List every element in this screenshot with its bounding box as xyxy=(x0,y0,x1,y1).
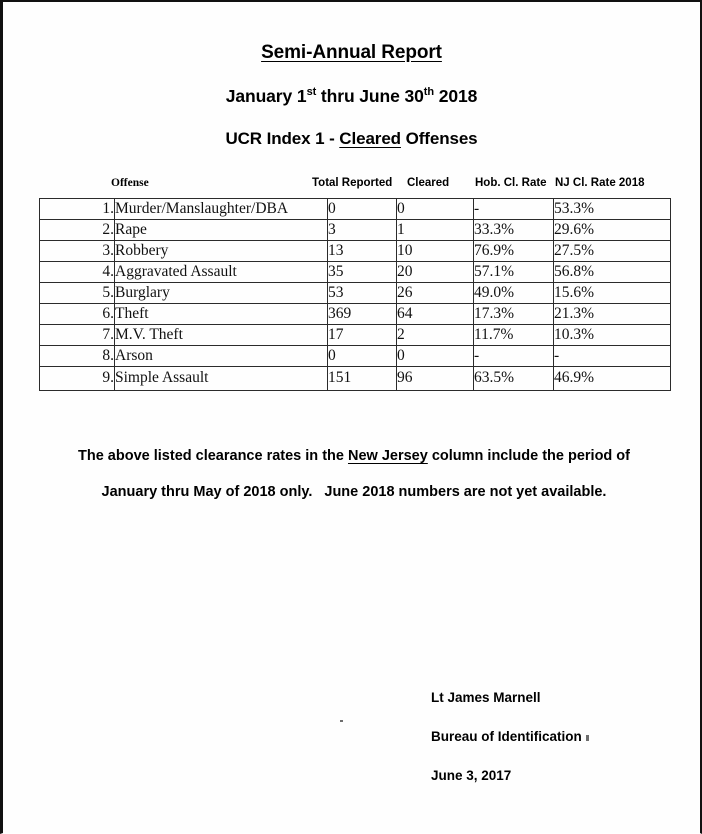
column-header-nj-cl-rate: NJ Cl. Rate 2018 xyxy=(555,177,645,189)
scan-artifact-speck xyxy=(586,735,589,741)
footnote-underlined-term: New Jersey xyxy=(347,448,428,464)
footnote-suffix: column include the period of xyxy=(427,448,630,464)
cell-nj-cl-rate: 21.3% xyxy=(554,304,671,325)
cell-hob-cl-rate: 11.7% xyxy=(474,325,554,346)
cell-cleared: 96 xyxy=(397,367,474,391)
period-suffix: 2018 xyxy=(433,86,478,106)
footnote xyxy=(3,438,702,510)
cell-row-number: 7. xyxy=(40,325,115,346)
cell-hob-cl-rate: - xyxy=(474,346,554,367)
cell-hob-cl-rate: 17.3% xyxy=(474,304,554,325)
cell-cleared: 0 xyxy=(397,346,474,367)
cell-row-number: 6. xyxy=(40,304,115,325)
cell-hob-cl-rate: 57.1% xyxy=(474,262,554,283)
cell-nj-cl-rate: 27.5% xyxy=(554,241,671,262)
cell-row-number: 8. xyxy=(40,346,115,367)
cell-row-number: 3. xyxy=(40,241,115,262)
cell-nj-cl-rate: 56.8% xyxy=(554,262,671,283)
table-row xyxy=(40,262,671,283)
cell-offense-name: Robbery xyxy=(115,241,328,262)
cell-row-number: 5. xyxy=(40,283,115,304)
cell-nj-cl-rate: - xyxy=(554,346,671,367)
report-subtitle xyxy=(3,129,700,149)
subtitle-prefix: UCR Index 1 - xyxy=(225,129,340,148)
subtitle-underlined-word: Cleared xyxy=(339,129,401,148)
cell-cleared: 10 xyxy=(397,241,474,262)
cell-offense-name: Murder/Manslaughter/DBA xyxy=(115,199,328,220)
cell-offense-name: Simple Assault xyxy=(115,367,328,391)
cell-nj-cl-rate: 15.6% xyxy=(554,283,671,304)
report-period xyxy=(3,86,700,107)
table-row xyxy=(40,367,671,391)
cell-total-reported: 0 xyxy=(328,346,397,367)
footnote-period-text: January thru May of 2018 only. xyxy=(101,484,313,500)
table-row xyxy=(40,325,671,346)
table-row xyxy=(40,199,671,220)
cell-total-reported: 35 xyxy=(328,262,397,283)
cell-total-reported: 369 xyxy=(328,304,397,325)
cell-total-reported: 151 xyxy=(328,367,397,391)
footnote-prefix: The above listed clearance rates in the xyxy=(78,448,348,464)
cell-hob-cl-rate: 76.9% xyxy=(474,241,554,262)
cell-cleared: 20 xyxy=(397,262,474,283)
cell-offense-name: Burglary xyxy=(115,283,328,304)
cell-offense-name: Theft xyxy=(115,304,328,325)
period-prefix: January 1 xyxy=(225,86,307,106)
cell-offense-name: Aggravated Assault xyxy=(115,262,328,283)
cell-offense-name: M.V. Theft xyxy=(115,325,328,346)
period-middle: thru June 30 xyxy=(316,86,424,106)
footnote-line-1 xyxy=(3,438,702,474)
cell-nj-cl-rate: 53.3% xyxy=(554,199,671,220)
cell-cleared: 0 xyxy=(397,199,474,220)
cell-nj-cl-rate: 29.6% xyxy=(554,220,671,241)
table-row xyxy=(40,346,671,367)
signature-block xyxy=(431,690,582,807)
cell-row-number: 2. xyxy=(40,220,115,241)
cell-cleared: 64 xyxy=(397,304,474,325)
column-header-hob-cl-rate: Hob. Cl. Rate xyxy=(475,177,547,189)
cell-hob-cl-rate: 63.5% xyxy=(474,367,554,391)
table-body xyxy=(40,199,671,391)
footnote-availability-text: June 2018 numbers are not yet available. xyxy=(324,484,607,500)
signature-date: June 3, 2017 xyxy=(431,768,512,783)
subtitle-suffix: Offenses xyxy=(400,129,478,148)
cell-nj-cl-rate: 10.3% xyxy=(554,325,671,346)
cell-cleared: 2 xyxy=(397,325,474,346)
cell-hob-cl-rate: - xyxy=(474,199,554,220)
cell-cleared: 1 xyxy=(397,220,474,241)
page-title: Semi-Annual Report xyxy=(261,42,442,63)
cell-offense-name: Rape xyxy=(115,220,328,241)
signer-department: Bureau of Identification xyxy=(431,729,582,744)
table-row xyxy=(40,241,671,262)
period-ordinal-th: th xyxy=(423,86,434,99)
offense-statistics-table xyxy=(39,198,671,391)
document-header xyxy=(3,2,700,149)
cell-total-reported: 0 xyxy=(328,199,397,220)
cell-row-number: 9. xyxy=(40,367,115,391)
scan-artifact-speck xyxy=(340,720,343,722)
footnote-line-2 xyxy=(3,474,702,510)
cell-row-number: 1. xyxy=(40,199,115,220)
table-row xyxy=(40,220,671,241)
cell-cleared: 26 xyxy=(397,283,474,304)
period-ordinal-st: st xyxy=(306,86,317,99)
column-header-cleared: Cleared xyxy=(407,177,450,189)
cell-total-reported: 3 xyxy=(328,220,397,241)
cell-total-reported: 17 xyxy=(328,325,397,346)
cell-total-reported: 13 xyxy=(328,241,397,262)
cell-row-number: 4. xyxy=(40,262,115,283)
cell-offense-name: Arson xyxy=(115,346,328,367)
table-row xyxy=(40,304,671,325)
signer-name: Lt James Marnell xyxy=(431,690,541,705)
table-row xyxy=(40,283,671,304)
cell-total-reported: 53 xyxy=(328,283,397,304)
cell-nj-cl-rate: 46.9% xyxy=(554,367,671,391)
column-header-total-reported: Total Reported xyxy=(312,177,393,189)
cell-hob-cl-rate: 33.3% xyxy=(474,220,554,241)
cell-hob-cl-rate: 49.0% xyxy=(474,283,554,304)
column-header-offense: Offense xyxy=(111,177,149,189)
